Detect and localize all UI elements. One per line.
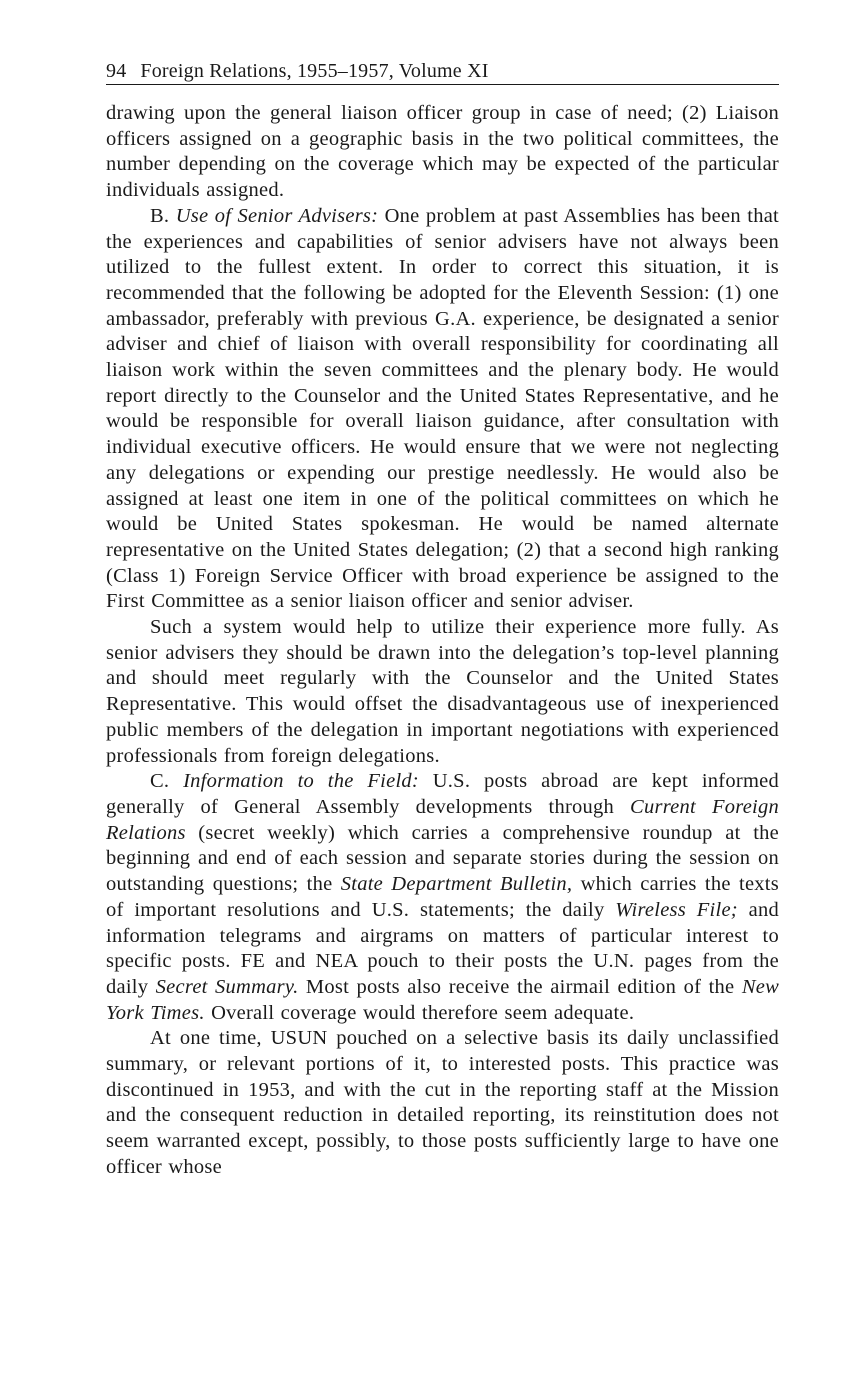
text-run: Such a system would help to utilize their experience more fully. As senior advisers they should be drawn into the delegation’s top-level planning and should meet regularly with the Counselor and the United States Representative. This would offset the disadvantageous use of inexperienced public members of the delegation in important negotiations with experienced professionals from foreign delegations. bbox=[106, 616, 779, 767]
running-title: Foreign Relations, 1955–1957, Volume XI bbox=[140, 60, 489, 82]
paragraph-4-information-to-field bbox=[106, 769, 779, 1026]
paragraph-2-senior-advisers bbox=[106, 204, 779, 615]
text-run: At one time, USUN pouched on a selective basis its daily unclassified summary, or relevant portions of it, to interested posts. This practice was discontinued in 1953, and with the cut in the reporting staff at the Mission and the consequent reduction in detailed reporting, its reinstitution does not seem warranted except, possibly, to those posts sufficiently large to have one officer whose bbox=[106, 1027, 779, 1178]
publication-title: State Department Bulletin, bbox=[340, 873, 573, 896]
text-run: and information telegrams and airgrams on matters of particular interest to specific posts. FE and NEA pouch to their posts the U.N. pages from the daily bbox=[106, 898, 780, 998]
paragraph-1 bbox=[106, 101, 779, 204]
text-run: Most posts also receive the airmail edition of the bbox=[298, 975, 742, 998]
text-run: One problem at past Assemblies has been that the experiences and capabilities of senior advisers have not always been utilized to the fullest extent. In order to correct this situation, it is recommended that the following be adopted for the Eleventh Session: (1) one ambassador, preferably with previous G.A. experience, be designated a senior adviser and chief of liaison with overall responsibility for coordinating all liaison work within the seven committees and the plenary body. He would report directly to the Counselor and the United States Representative, and he would be responsible for overall liaison guidance, after consultation with individual executive officers. He would ensure that we were not neglecting any delegations or expending our prestige needlessly. He would also be assigned at least one item in one of the political committees on which he would be United States spokesman. He would be named alternate representative on the United States delegation; (2) that a second high ranking (Class 1) Foreign Service Officer with broad experience be assigned to the First Committee as a senior liaison officer and senior adviser. bbox=[106, 204, 779, 613]
page-number: 94 bbox=[106, 60, 127, 82]
section-letter: B. bbox=[150, 204, 176, 227]
section-heading: Information to the Field: bbox=[183, 770, 419, 793]
publication-title: Secret Summary. bbox=[155, 975, 299, 998]
running-header bbox=[106, 58, 779, 85]
text-run: (secret weekly) which carries a comprehensive roundup at the beginning and end of each session and separate stories during the session on outstanding questions; the bbox=[106, 821, 779, 896]
publication-title: Current Foreign Relations bbox=[106, 795, 780, 844]
text-run: U.S. posts abroad are kept informed generally of General Assembly developments through bbox=[106, 770, 779, 818]
publication-title: Wireless File; bbox=[615, 898, 738, 921]
text-run: which carries the texts of important resolutions and U.S. statements; the daily bbox=[106, 873, 779, 921]
body-text bbox=[106, 101, 779, 1181]
document-page bbox=[106, 58, 779, 1181]
section-letter: C. bbox=[150, 770, 184, 793]
text-run: Overall coverage would therefore seem adequate. bbox=[204, 1001, 635, 1024]
paragraph-5 bbox=[106, 1026, 779, 1180]
publication-title: New York Times. bbox=[106, 975, 780, 1024]
text-run: drawing upon the general liaison officer group in case of need; (2) Liaison officers assigned on a geographic basis in the two political committees, the number depending on the coverage which may be expected of the particular individuals assigned. bbox=[106, 102, 779, 202]
section-heading: Use of Senior Advisers: bbox=[175, 204, 379, 227]
paragraph-3 bbox=[106, 615, 779, 769]
